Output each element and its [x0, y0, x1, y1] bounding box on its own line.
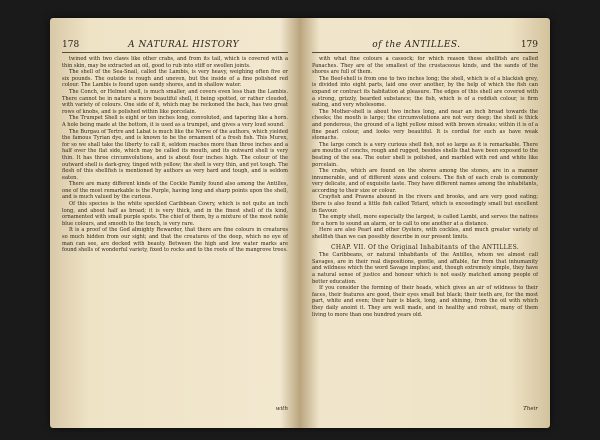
left-page-number: 178 — [62, 40, 80, 50]
paragraph: The Caribbeans, or natural inhabitants of the Antilles, whom we almost call Savages, are in their real dispositions, gentle, and affable, far from that inhumanity and wildness which the word Savage implies; and, though extremely simple, they have a natural sense of justice and honour which is not easily matched among people of better education. — [312, 252, 538, 285]
right-page-number: 179 — [520, 40, 538, 50]
right-catchword: Their — [523, 406, 538, 412]
paragraph: If you consider the forming of their heads, which gives an air of wildness to their faces, their features are good, their eyes small but black; their teeth are, for the most part, white and even; their hair is black, long, and shining, from the oil with which they daily anoint it. They are well made, and in healthy and robust, many of them living to more than one hundred years old. — [312, 285, 538, 318]
paragraph: The Burgau of Tertre and Labat is much like the Nerve of the authors, which yielded the famous Tyrian dye, and is known to be the ornament of a fresh fish. This Murex, for so we shall take the liberty to call it, seldom reaches more than three inches and a half over the flat side, which may be called its mouth, and its outward shell is very thin. It has three circumvolutions, and is about four inches high. The colour of the outward shell is dark-grey, tinged with yellow; the shell is very thin, and yet tough. The flesh of this shellfish is mentioned by authors as very hard and tough, and is seldom eaten. — [62, 128, 288, 181]
paragraph: The large conch is a very curious shell fish, not so large as it is remarkable. There are mouths of conchs, rough and rugged, besides shells that have been exposed to the beating of the sea. The outer shell is polished, and marbled with red and white like porcelain. — [312, 141, 538, 168]
paragraph: Crayfish and Prawns abound in the rivers and brooks, and are very good eating; there is also found a little fish called Tetard, which is exceedingly small but excellent in flavour. — [312, 194, 538, 214]
paragraph: The Conch, or Helmet shell, is much smaller, and covers even less than the Lambis. There cannot be in nature a more beautiful shell, it being spotted, or rather clouded, with variety of colours. One side of it, which may be reckoned the back, has two great rows of knobs, and is polished within like porcelain. — [62, 88, 288, 115]
left-body-text — [62, 56, 288, 254]
chapter-heading: CHAP. VII. Of the Original Inhabitants of the ANTILLES. — [331, 243, 519, 251]
right-page — [312, 40, 538, 412]
paragraph: There are many different kinds of the Cockle Family found also among the Antilles, one of the most remarkable is the Purple, having long and sharp points upon the shell, and is much valued by the curious. — [62, 181, 288, 201]
paragraph: twined with two claws like other crabs, and from its tail, which is covered with a thin skin, may be extracted an oil, good to rub into stiff or swollen joints. — [62, 56, 288, 69]
left-page-header — [62, 40, 288, 53]
paragraph: with what fine colours a cassock; for which reason these shellfish are called Panaches. They are of the smallest of the crustaceous kinds, and the sands of the shores are full of them. — [312, 56, 538, 76]
left-running-title: A NATURAL HISTORY — [128, 40, 240, 50]
right-page-header — [312, 40, 538, 53]
paragraph: The shell of the Sea-Snail, called the Lambis, is very heavy, weighing often five or six pounds. The outside is rough and uneven, but the inside of a fine polished red colour. The Lambis is found upon sandy shores, and in shallow water. — [62, 69, 288, 89]
paragraph: The Trumpet Shell is eight or ten inches long, convoluted, and tapering like a horn. A hole being made at the bottom, it is used as a trumpet, and gives a very loud sound. — [62, 115, 288, 128]
paragraph: Of this species is the white speckled Caribbean Cowry, which is not quite an inch long, and about half as broad; it is very thick, and in the finest shell of its kind, ornamented with small purple spots. The chief of them, by a mixture of the most noble blue colours, and smooth to the touch, is very rare. — [62, 201, 288, 227]
paragraph: The Beef-shell is from one to two inches long; the shell, which is of a blackish grey, is divided into eight parts, laid one over another, by the help of which the fish can expand or contract its habitation at pleasure. The edges of this shell are covered with a strong, grizzly, bearded substance; the fish, which is of a reddish colour, is firm eating, and very wholesome. — [312, 75, 538, 109]
paragraph: Here are also Pearl and other Oysters, with cockles, and much greater variety of shellfish than we can possibly describe in our present limits. — [312, 227, 538, 241]
right-body-text — [312, 56, 538, 318]
open-book — [50, 18, 550, 428]
left-page — [62, 40, 288, 412]
paragraph: The crabs, which are found on the shores among the stones, are in a manner innumerable, and of different sizes and colours. The fish of each crab is commonly very delicate, and of exquisite taste. They have different names among the inhabitants, according to their size or colour. — [312, 168, 538, 194]
paragraph: It is a proof of the God almighty Rewarder, that there are fine colours in creatures so much hidden from our sight; and that the creatures of the deep, which no eye of man can see, are decked with beauty. Between the high and low water marks are found shells of wonderful variety, fixed to rocks and to the roots of the mangrove trees. — [62, 227, 288, 254]
paragraph: The empty shell, more especially the largest, is called Lambi, and serves the natives for a horn to sound an alarm, or to call to one another at a distance. — [312, 214, 538, 227]
right-running-title: of the ANTILLES. — [372, 40, 461, 50]
paragraph: The Mother-shell is about two inches long, and near an inch broad towards the cheeks; the mouth is large; the circumvolutions are not very deep; the shell is thick and ponderous, the ground of a light yellow mixed with brown streaks; within it is of a fine pearl colour, and looks very beautiful. It is cordial for such as have weak stomachs. — [312, 108, 538, 142]
left-catchword: with — [275, 406, 288, 412]
